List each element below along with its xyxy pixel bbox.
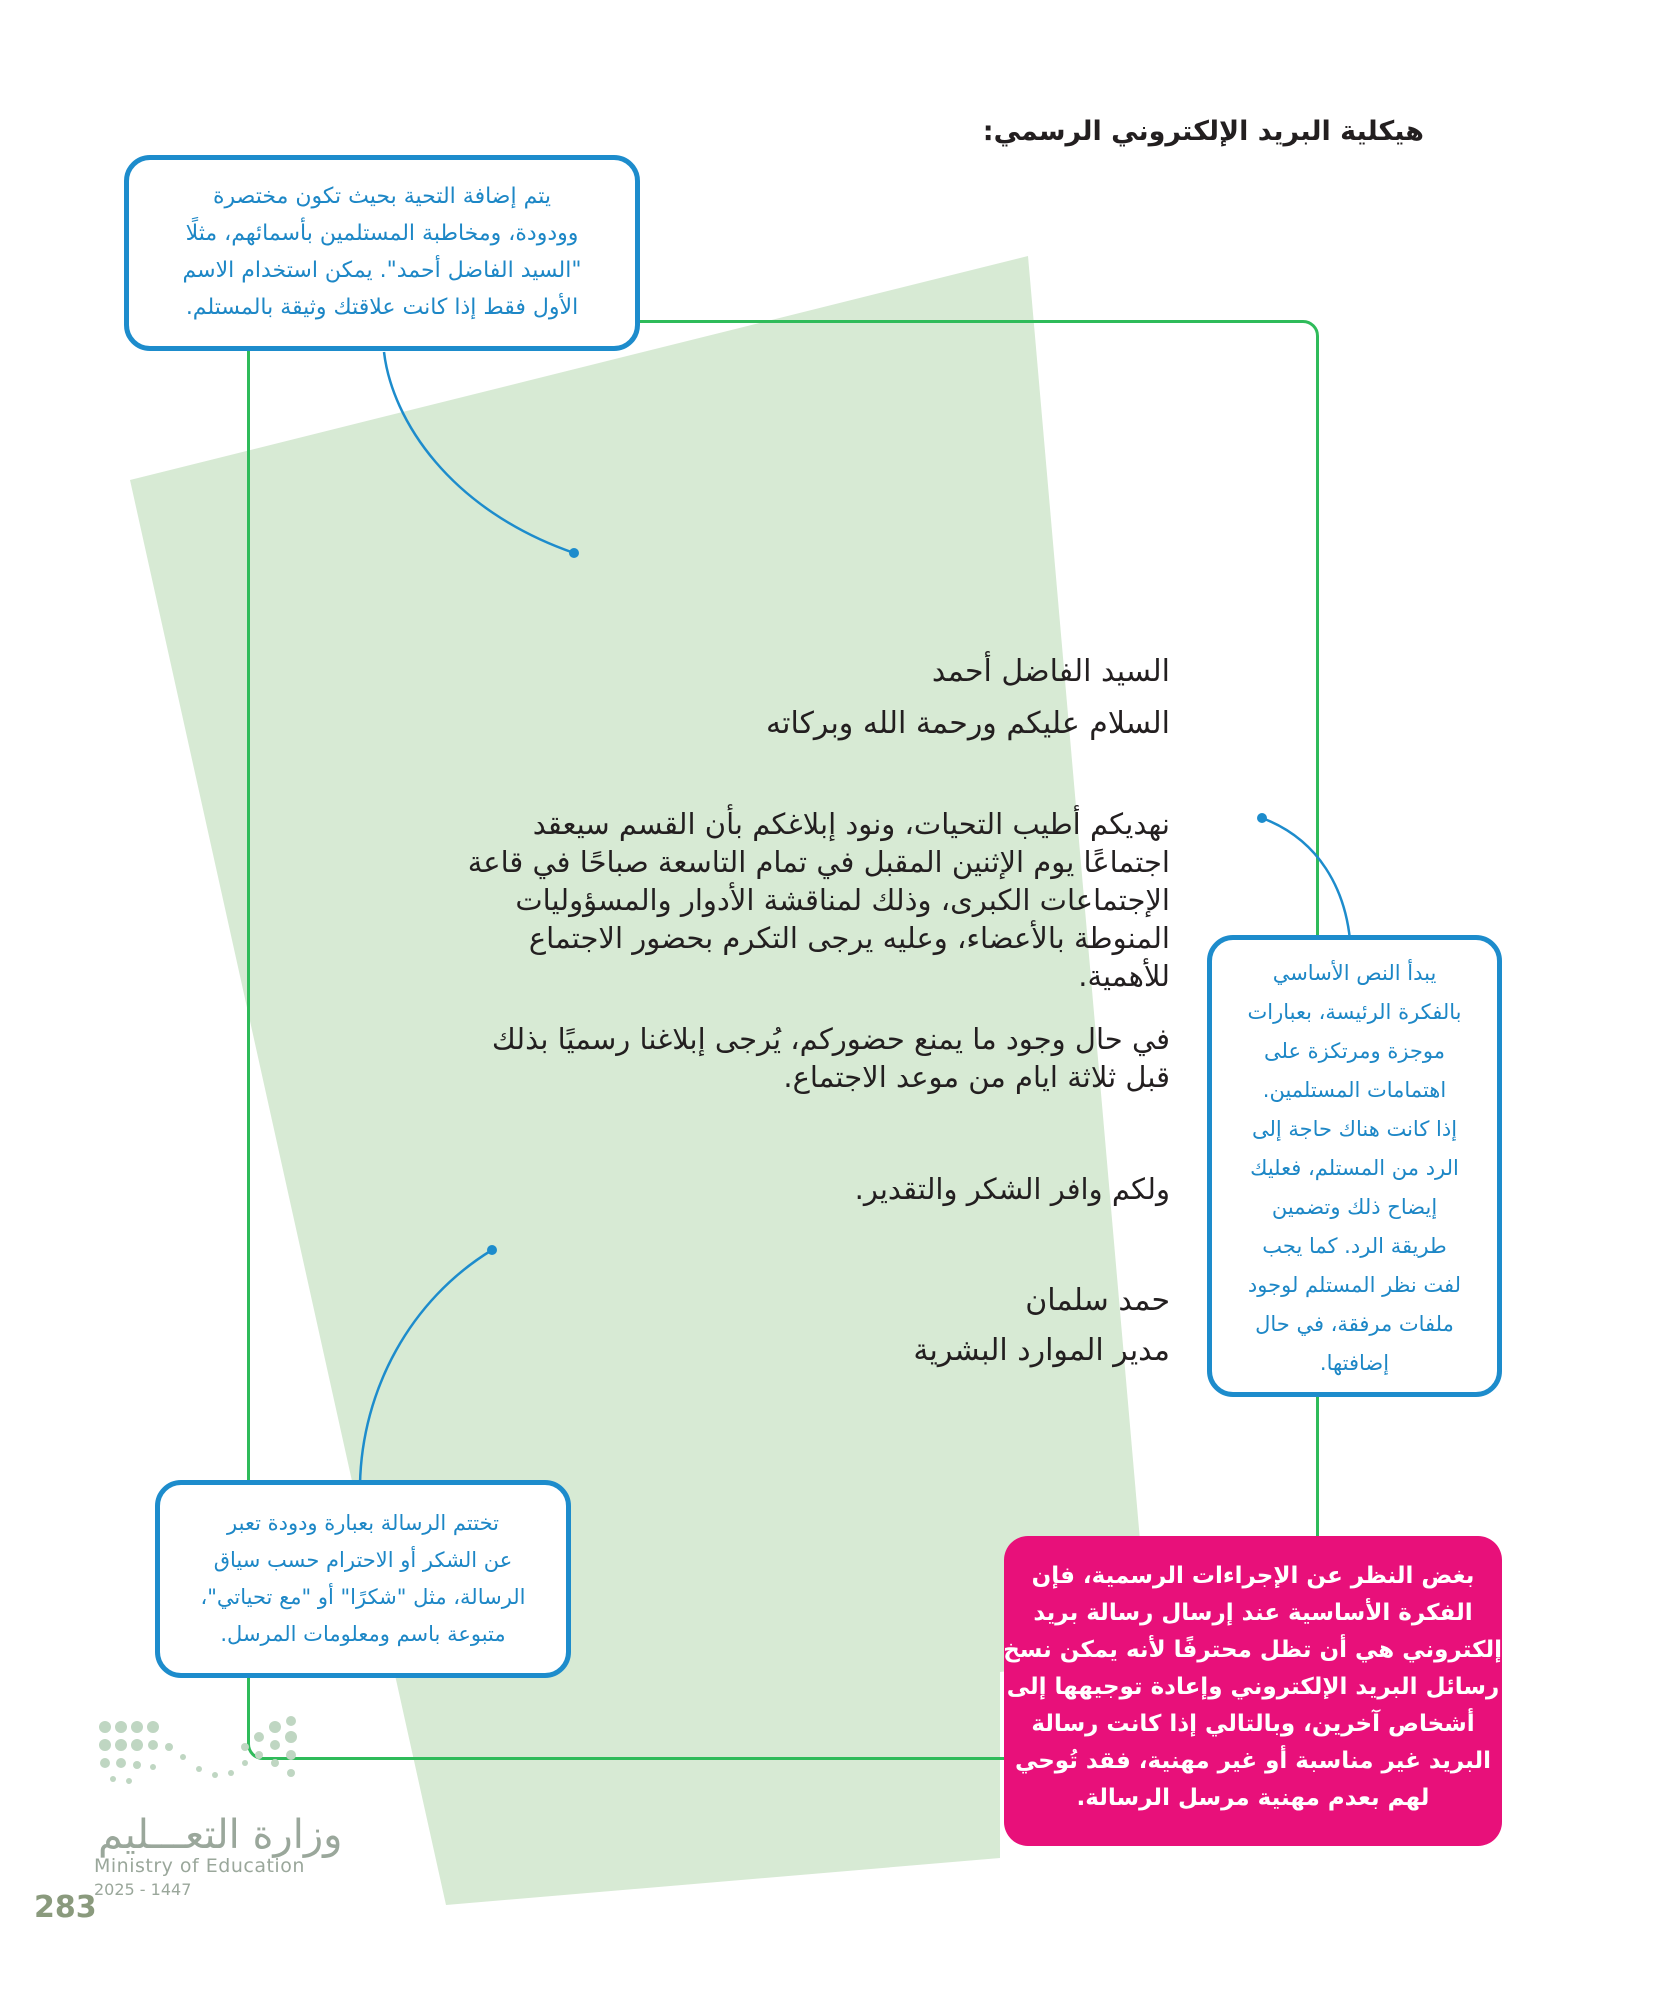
page-title: هيكلية البريد الإلكتروني الرسمي: [982,116,1424,147]
note-line: بغض النظر عن الإجراءات الرسمية، فإن [1031,1563,1475,1589]
letter-signature [913,1276,1170,1376]
ministry-logo-english: Ministry of Education [94,1855,305,1877]
body-line: اجتماعًا يوم الإثنين المقبل في تمام التاسعة صباحًا في قاعة [467,845,1170,879]
body-connector-dot [1257,813,1267,823]
body-callout [1207,935,1502,1397]
closing-callout-line: تختتم الرسالة بعبارة ودودة تعبر [227,1511,499,1535]
body-callout-line: لفت نظر المستلم لوجود [1247,1273,1462,1297]
body-line: في حال وجود ما يمنع حضوركم، يُرجى إبلاغنا رسميًا بذلك [491,1022,1170,1056]
greeting-callout-line: يتم إضافة التحية بحيث تكون مختصرة [213,184,551,209]
note-line: إلكتروني هي أن تظل محترفًا لأنه يمكن نسخ [1003,1637,1502,1663]
body-line: المنوطة بالأعضاء، وعليه يرجى التكرم بحضور الاجتماع [528,921,1170,955]
note-line: أشخاص آخرين، وبالتالي إذا كانت رسالة [1031,1711,1475,1737]
body-callout-line: الرد من المستلم، فعليك [1250,1156,1459,1180]
letter-salutation [766,646,1170,750]
page-number: 283 [34,1890,97,1925]
sender-name: حمد سلمان [1025,1283,1170,1318]
body-callout-line: إضافتها. [1319,1351,1390,1375]
closing-callout-line: متبوعة باسم ومعلومات المرسل. [220,1622,506,1646]
body-callout-line: ملفات مرفقة، في حال [1255,1312,1454,1336]
body-callout-line: اهتمامات المستلمين. [1262,1078,1447,1102]
letter-closing: ولكم وافر الشكر والتقدير. [854,1172,1170,1206]
greeting-line: السلام عليكم ورحمة الله وبركاته [766,706,1170,741]
body-connector [1262,818,1350,940]
note-line: لهم بعدم مهنية مرسل الرسالة. [1076,1785,1430,1811]
letter-body-paragraph-1 [468,805,1170,995]
greeting-callout-line: "السيد الفاضل أحمد". يمكن استخدام الاسم [182,258,582,283]
closing-callout-line: عن الشكر أو الاحترام حسب سياق [213,1548,513,1572]
ministry-logo-arabic: وزارة التعـــليم [98,1812,343,1858]
closing-callout [155,1480,571,1678]
sender-title: مدير الموارد البشرية [913,1333,1170,1368]
closing-callout-line: الرسالة، مثل "شكرًا" أو "مع تحياتي"، [200,1585,526,1609]
body-line: نهديكم أطيب التحيات، ونود إبلاغكم بأن القسم سيعقد [532,807,1170,841]
greeting-connector [384,352,574,553]
body-line: للأهمية. [1078,959,1170,993]
body-line: الإجتماعات الكبرى، وذلك لمناقشة الأدوار والمسؤوليات [515,883,1170,917]
body-callout-line: يبدأ النص الأساسي [1272,961,1437,985]
letter-body-paragraph-2 [492,1020,1170,1096]
greeting-callout-line: الأول فقط إذا كانت علاقتك وثيقة بالمستلم. [185,295,579,320]
body-callout-line: موجزة ومرتكزة على [1263,1039,1445,1063]
recipient-name: السيد الفاضل أحمد [931,654,1170,689]
professionalism-note [1004,1536,1502,1846]
body-callout-line: طريقة الرد. كما يجب [1262,1234,1447,1258]
ministry-logo-year: 2025 - 1447 [94,1880,192,1899]
greeting-callout-line: وودودة، ومخاطبة المستلمين بأسمائهم، مثلًا [185,221,579,246]
greeting-connector-dot [569,548,579,558]
note-line: رسائل البريد الإلكتروني وإعادة توجيهها إلى [1006,1674,1500,1700]
body-callout-line: إيضاح ذلك وتضمين [1271,1195,1438,1219]
ministry-logo-icon [95,1715,315,1815]
body-line: قبل ثلاثة ايام من موعد الاجتماع. [783,1060,1170,1094]
closing-connector-dot [487,1245,497,1255]
note-line: الفكرة الأساسية عند إرسال رسالة بريد [1033,1600,1473,1626]
body-callout-line: إذا كانت هناك حاجة إلى [1251,1117,1458,1141]
body-callout-line: بالفكرة الرئيسة، بعبارات [1247,1000,1462,1024]
greeting-callout [124,155,640,351]
note-line: البريد غير مناسبة أو غير مهنية، فقد تُوحي [1014,1748,1492,1774]
closing-connector [360,1250,492,1484]
